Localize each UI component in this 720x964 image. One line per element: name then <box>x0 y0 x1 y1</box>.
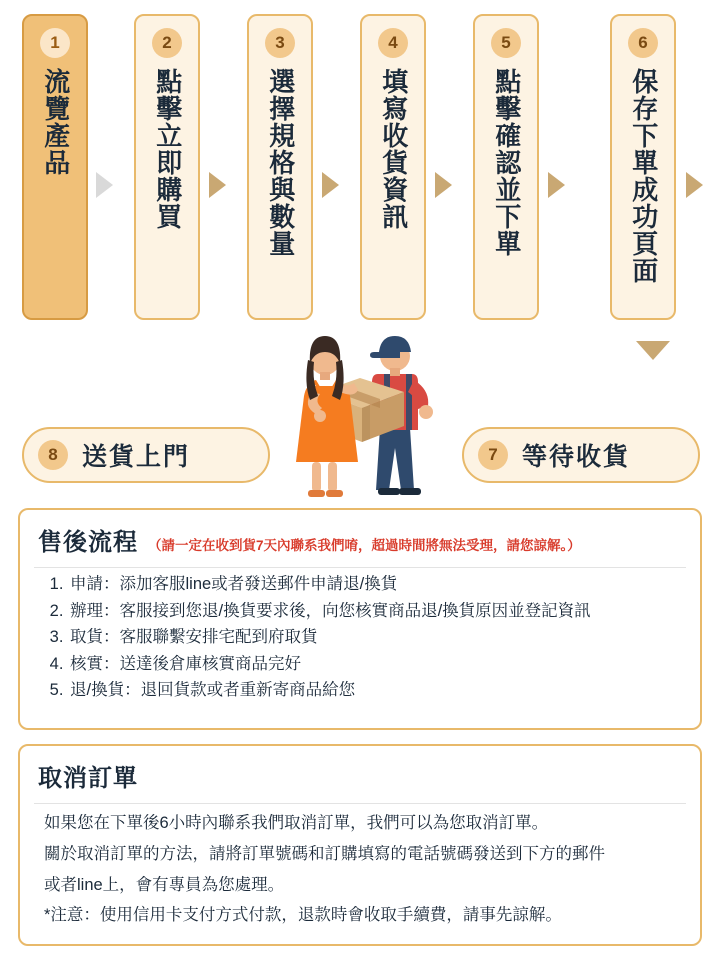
list-item: 3. 取貨：客服聯繫安排宅配到府取貨 <box>68 629 700 646</box>
cancel-order-header <box>20 746 700 799</box>
after-sales-divider <box>34 567 686 568</box>
flow-step-1 <box>22 14 88 320</box>
list-item: 5. 退/換貨：退回貨款或者重新寄商品給您 <box>68 682 700 699</box>
flow-step-5 <box>473 14 539 320</box>
step-badge-3: 3 <box>265 28 295 58</box>
step-label-1: 流覽產品 <box>40 68 71 176</box>
step-badge-6: 6 <box>628 28 658 58</box>
flow-arrow-2-icon <box>209 172 226 198</box>
step-label-2: 點擊立即購買 <box>152 68 183 230</box>
cancel-order-line: 關於取消訂單的方法，請將訂單號碼和訂購填寫的電話號碼發送到下方的郵件 <box>44 844 605 863</box>
after-sales-header <box>20 510 700 563</box>
flow-arrow-1-icon <box>96 172 113 198</box>
step-label-4: 填寫收貨資訊 <box>378 68 409 230</box>
cancel-order-body <box>20 804 700 926</box>
flow-step-2 <box>134 14 200 320</box>
cancel-order-line: 如果您在下單後6小時內聯系我們取消訂單，我們可以為您取消訂單。 <box>44 814 549 832</box>
flow-step-3 <box>247 14 313 320</box>
after-sales-list <box>20 576 700 699</box>
pill-badge-7: 7 <box>478 440 508 470</box>
flow-arrow-6-icon <box>686 172 703 198</box>
illustration-delivery-courier-icon <box>268 320 458 505</box>
after-sales-panel <box>18 508 702 730</box>
cancel-order-line: *注意：使用信用卡支付方式付款，退款時會收取手續費，請事先諒解。 <box>44 906 562 925</box>
pill-label-7: 等待收貨 <box>522 443 631 471</box>
step-badge-5: 5 <box>491 28 521 58</box>
flow-pill-7 <box>462 427 700 483</box>
process-flow-steps <box>0 0 720 335</box>
flow-arrow-4-icon <box>435 172 452 198</box>
step-badge-1: 1 <box>40 28 70 58</box>
flow-pill-8 <box>22 427 270 483</box>
step-label-5: 點擊確認並下單 <box>491 68 522 257</box>
flow-arrow-5-icon <box>548 172 565 198</box>
cancel-order-title: 取消訂單 <box>38 765 138 792</box>
list-item: 1. 申請：添加客服line或者發送郵件申請退/換貨 <box>68 576 700 593</box>
pill-label-8: 送貨上門 <box>82 443 191 471</box>
cancel-order-line: 或者line上，會有專員為您處理。 <box>44 875 285 894</box>
step-label-3: 選擇規格與數量 <box>265 68 296 257</box>
flow-arrow-3-icon <box>322 172 339 198</box>
step-badge-2: 2 <box>152 28 182 58</box>
after-sales-note: （請一定在收到貨7天內聯系我們唷，超過時間將無法受理，請您諒解。） <box>148 538 581 553</box>
pill-badge-8: 8 <box>38 440 68 470</box>
step-badge-4: 4 <box>378 28 408 58</box>
list-item: 2. 辦理：客服接到您退/換貨要求後，向您核實商品退/換貨原因並登記資訊 <box>68 603 700 620</box>
flow-step-6 <box>610 14 676 320</box>
list-item: 4. 核實：送達後倉庫核實商品完好 <box>68 656 700 673</box>
step-label-6: 保存下單成功頁面 <box>628 68 659 284</box>
after-sales-title: 售後流程 <box>38 529 138 556</box>
cancel-order-panel <box>18 744 702 946</box>
flow-arrow-down-icon <box>636 341 670 360</box>
flow-step-4 <box>360 14 426 320</box>
